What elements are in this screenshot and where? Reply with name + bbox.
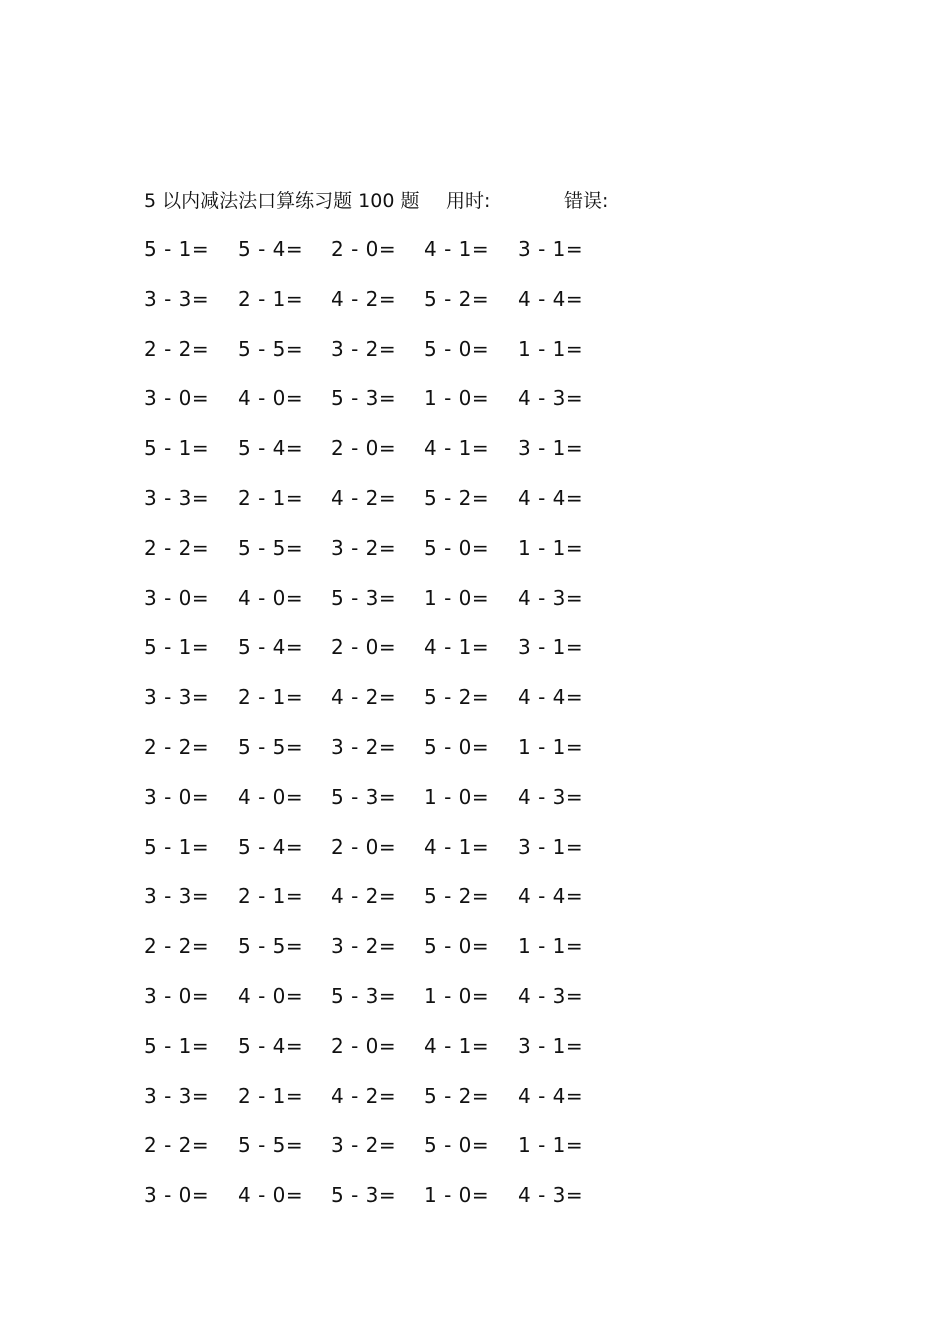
problem-item: 4 - 4=	[518, 286, 584, 311]
problem-item: 5 - 2=	[424, 485, 490, 510]
problem-item: 2 - 2=	[144, 535, 210, 560]
problem-row	[144, 782, 664, 832]
problem-item: 4 - 4=	[518, 485, 584, 510]
problem-row	[144, 583, 664, 633]
problem-row	[144, 433, 664, 483]
problem-item: 4 - 0=	[238, 386, 304, 411]
problem-row	[144, 632, 664, 682]
problem-row	[144, 284, 664, 334]
problem-item: 4 - 0=	[238, 784, 304, 809]
problem-row	[144, 931, 664, 981]
problem-item: 3 - 0=	[144, 784, 210, 809]
problem-item: 2 - 1=	[238, 485, 304, 510]
problem-item: 1 - 0=	[424, 585, 490, 610]
problem-row	[144, 334, 664, 384]
problem-item: 3 - 2=	[331, 734, 397, 759]
problem-item: 4 - 2=	[331, 286, 397, 311]
problem-item: 5 - 3=	[331, 386, 397, 411]
problem-item: 4 - 1=	[424, 834, 490, 859]
problem-item: 4 - 2=	[331, 884, 397, 909]
problem-item: 5 - 2=	[424, 685, 490, 710]
problem-item: 5 - 0=	[424, 734, 490, 759]
problem-item: 4 - 1=	[424, 1033, 490, 1058]
problem-item: 1 - 0=	[424, 784, 490, 809]
problem-item: 5 - 4=	[238, 436, 304, 461]
problem-item: 1 - 1=	[518, 934, 584, 959]
problem-item: 5 - 0=	[424, 336, 490, 361]
problem-item: 5 - 3=	[331, 585, 397, 610]
problem-item: 2 - 2=	[144, 734, 210, 759]
problem-item: 5 - 2=	[424, 286, 490, 311]
problem-item: 5 - 5=	[238, 535, 304, 560]
problem-item: 2 - 0=	[331, 237, 397, 261]
problem-item: 2 - 1=	[238, 286, 304, 311]
problem-item: 4 - 3=	[518, 784, 584, 809]
errors-label: 错误:	[564, 190, 609, 212]
problem-item: 3 - 1=	[518, 834, 584, 859]
problem-item: 5 - 2=	[424, 884, 490, 909]
problem-item: 2 - 2=	[144, 1133, 210, 1158]
problem-item: 4 - 0=	[238, 983, 304, 1008]
problem-item: 4 - 3=	[518, 386, 584, 411]
problem-item: 4 - 2=	[331, 485, 397, 510]
problem-item: 5 - 4=	[238, 237, 304, 261]
problem-item: 2 - 1=	[238, 1083, 304, 1108]
time-used-label: 用时:	[446, 190, 491, 212]
problem-item: 5 - 0=	[424, 535, 490, 560]
problem-item: 5 - 5=	[238, 336, 304, 361]
problem-item: 5 - 3=	[331, 784, 397, 809]
problem-item: 3 - 1=	[518, 635, 584, 660]
problem-item: 5 - 2=	[424, 1083, 490, 1108]
problem-item: 1 - 0=	[424, 386, 490, 411]
problem-item: 2 - 0=	[331, 436, 397, 461]
problem-item: 3 - 1=	[518, 436, 584, 461]
problem-item: 4 - 3=	[518, 1183, 584, 1208]
problem-item: 3 - 2=	[331, 934, 397, 959]
problem-row	[144, 234, 664, 284]
problem-item: 3 - 0=	[144, 585, 210, 610]
problem-item: 3 - 3=	[144, 884, 210, 909]
problem-item: 3 - 2=	[331, 336, 397, 361]
problem-item: 2 - 2=	[144, 934, 210, 959]
worksheet-header	[144, 186, 664, 216]
problem-row	[144, 732, 664, 782]
problem-item: 4 - 3=	[518, 983, 584, 1008]
problem-item: 5 - 3=	[331, 1183, 397, 1208]
problem-item: 1 - 1=	[518, 734, 584, 759]
problem-item: 4 - 4=	[518, 685, 584, 710]
problem-item: 4 - 1=	[424, 237, 490, 261]
problem-item: 4 - 0=	[238, 585, 304, 610]
problem-item: 5 - 1=	[144, 834, 210, 859]
worksheet-title: 5 以内减法法口算练习题 100 题	[144, 190, 420, 212]
problem-row	[144, 1031, 664, 1081]
problem-item: 5 - 0=	[424, 934, 490, 959]
problem-item: 3 - 0=	[144, 983, 210, 1008]
problem-item: 5 - 1=	[144, 635, 210, 660]
problem-row	[144, 682, 664, 732]
problem-item: 5 - 4=	[238, 635, 304, 660]
problem-row	[144, 832, 664, 882]
problem-item: 5 - 3=	[331, 983, 397, 1008]
problem-row	[144, 981, 664, 1031]
problem-item: 4 - 3=	[518, 585, 584, 610]
problem-item: 5 - 5=	[238, 1133, 304, 1158]
problem-row	[144, 533, 664, 583]
problem-item: 4 - 1=	[424, 436, 490, 461]
problem-item: 5 - 0=	[424, 1133, 490, 1158]
problem-item: 3 - 0=	[144, 386, 210, 411]
problem-row	[144, 881, 664, 931]
problem-item: 3 - 2=	[331, 1133, 397, 1158]
problem-item: 3 - 1=	[518, 1033, 584, 1058]
problem-row	[144, 1130, 664, 1180]
problem-item: 3 - 3=	[144, 685, 210, 710]
problem-item: 5 - 1=	[144, 237, 210, 261]
problem-item: 1 - 1=	[518, 535, 584, 560]
problem-item: 4 - 1=	[424, 635, 490, 660]
problem-item: 1 - 0=	[424, 1183, 490, 1208]
problem-item: 2 - 0=	[331, 834, 397, 859]
problem-item: 5 - 4=	[238, 834, 304, 859]
problem-grid	[144, 234, 664, 1230]
problem-item: 5 - 1=	[144, 1033, 210, 1058]
problem-item: 3 - 3=	[144, 286, 210, 311]
problem-item: 4 - 0=	[238, 1183, 304, 1208]
problem-item: 4 - 2=	[331, 1083, 397, 1108]
problem-item: 2 - 2=	[144, 336, 210, 361]
problem-item: 3 - 3=	[144, 1083, 210, 1108]
problem-item: 3 - 0=	[144, 1183, 210, 1208]
problem-item: 2 - 0=	[331, 635, 397, 660]
problem-row	[144, 383, 664, 433]
problem-row	[144, 483, 664, 533]
problem-row	[144, 1180, 664, 1230]
problem-item: 4 - 2=	[331, 685, 397, 710]
problem-row	[144, 1081, 664, 1131]
problem-item: 3 - 1=	[518, 237, 584, 261]
problem-item: 4 - 4=	[518, 1083, 584, 1108]
problem-item: 2 - 1=	[238, 685, 304, 710]
problem-item: 5 - 5=	[238, 934, 304, 959]
problem-item: 5 - 4=	[238, 1033, 304, 1058]
problem-item: 2 - 0=	[331, 1033, 397, 1058]
problem-item: 5 - 5=	[238, 734, 304, 759]
problem-item: 1 - 0=	[424, 983, 490, 1008]
problem-item: 2 - 1=	[238, 884, 304, 909]
problem-item: 3 - 3=	[144, 485, 210, 510]
problem-item: 1 - 1=	[518, 1133, 584, 1158]
problem-item: 4 - 4=	[518, 884, 584, 909]
problem-item: 1 - 1=	[518, 336, 584, 361]
problem-item: 5 - 1=	[144, 436, 210, 461]
problem-item: 3 - 2=	[331, 535, 397, 560]
